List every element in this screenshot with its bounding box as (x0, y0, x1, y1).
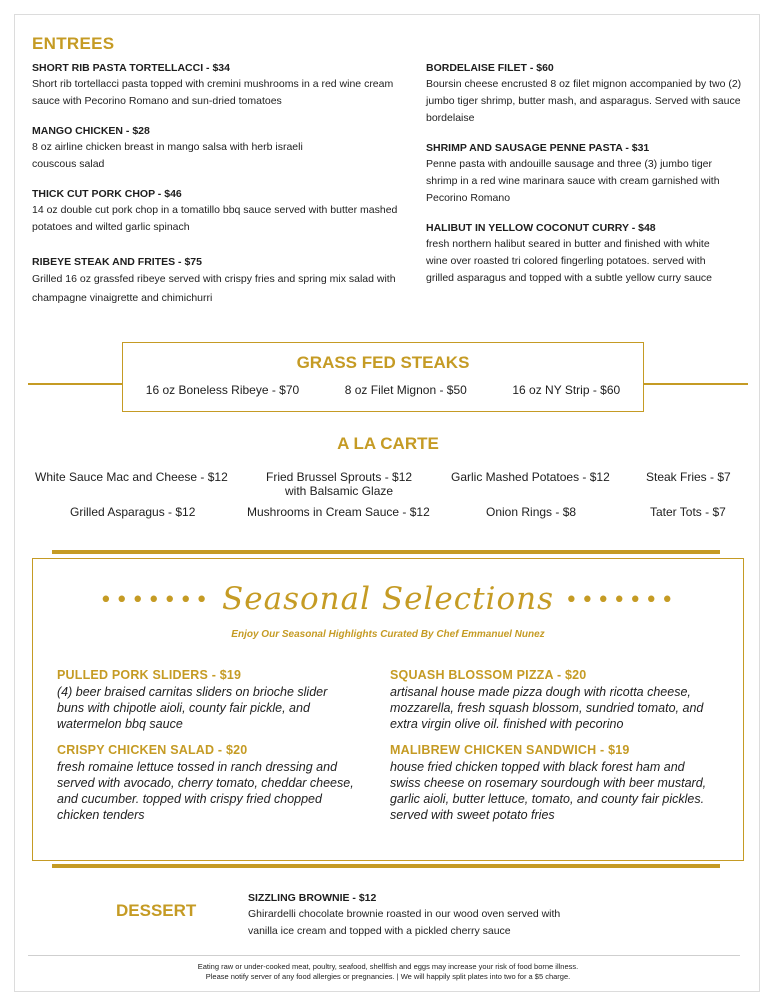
side-item (266, 470, 412, 498)
item-name: MALIBREW CHICKEN SANDWICH - $19 (390, 743, 630, 757)
footer-line: Please notify server of any food allergies or pregnancies. | We will happily split plates into two for a $5 charge. (205, 972, 571, 981)
item-name: RIBEYE STEAK AND FRITES - $75 (32, 256, 202, 268)
item-name: PULLED PORK SLIDERS - $19 (57, 668, 242, 682)
item-name: CRISPY CHICKEN SALAD - $20 (57, 743, 248, 757)
item-description: fresh romaine lettuce tossed in ranch dressing and served with avocado, cherry tomato, cheddar cheese, and cucumber. topped with crispy fried chopped chicken tenders (57, 760, 354, 822)
entrees-left-column (32, 60, 412, 321)
steak-item: 8 oz Filet Mignon - $50 (344, 383, 467, 397)
side-item-detail: with Balsamic Glaze (285, 484, 394, 498)
decorative-dots: ••••••• (564, 588, 677, 613)
menu-item (426, 60, 746, 127)
menu-item (248, 890, 648, 940)
grass-fed-heading: GRASS FED STEAKS (296, 353, 470, 372)
seasonal-box (32, 558, 744, 861)
menu-item (32, 254, 412, 308)
item-description: (4) beer braised carnitas sliders on brioche slider buns with chipotle aioli, county fair pickle, and watermelon bbq sauce (57, 685, 328, 731)
menu-item (57, 667, 362, 732)
a-la-carte-heading: A LA CARTE (337, 434, 439, 453)
menu-item (57, 742, 362, 823)
menu-item (390, 742, 720, 823)
side-item: Onion Rings - $8 (486, 505, 577, 519)
steak-item: 16 oz NY Strip - $60 (512, 383, 621, 397)
side-item: Mushrooms in Cream Sauce - $12 (247, 505, 430, 519)
menu-item (426, 140, 746, 207)
item-name: HALIBUT IN YELLOW COCONUT CURRY - $48 (426, 222, 656, 234)
item-description: artisanal house made pizza dough with ricotta cheese, mozzarella, fresh squash blossom, sundried tomato, and extra virgin olive oil. finished with pecorino (390, 685, 704, 731)
item-description: Grilled 16 oz grassfed ribeye served with crispy fries and spring mix salad with champagne vinaigrette and chimichurri (32, 273, 396, 304)
item-name: SIZZLING BROWNIE - $12 (248, 892, 377, 904)
seasonal-top-rule (52, 550, 720, 554)
item-description: Boursin cheese encrusted 8 oz filet mignon accompanied by two (2) jumbo tiger shrimp, butter mash, and asparagus. Served with sauce bordelaise (426, 78, 742, 124)
seasonal-right-column (390, 667, 720, 833)
decorative-dots: ••••••• (99, 588, 212, 613)
side-item: Garlic Mashed Potatoes - $12 (451, 470, 610, 484)
steak-item: 16 oz Boneless Ribeye - $70 (145, 383, 300, 397)
menu-item (32, 60, 412, 110)
side-item: Steak Fries - $7 (646, 470, 731, 484)
side-item: Tater Tots - $7 (650, 505, 726, 519)
seasonal-subtitle: Enjoy Our Seasonal Highlights Curated By Chef Emmanuel Nunez (231, 629, 545, 640)
side-item: White Sauce Mac and Cheese - $12 (35, 470, 228, 484)
menu-item (32, 123, 412, 173)
item-name: SHORT RIB PASTA TORTELLACCI - $34 (32, 62, 230, 74)
side-item: Grilled Asparagus - $12 (70, 505, 196, 519)
item-description: fresh northern halibut seared in butter and finished with white wine over roasted tri colored fingerling potatoes. served with grilled asparagus and topped with a subtle yellow curry sauce (426, 238, 712, 284)
grass-fed-items (123, 383, 643, 397)
menu-item (32, 186, 412, 236)
item-description: Ghirardelli chocolate brownie roasted in our wood oven served with vanilla ice cream and topped with a pickled cherry sauce (248, 908, 561, 937)
item-name: BORDELAISE FILET - $60 (426, 62, 554, 74)
footer-divider (28, 955, 740, 956)
seasonal-heading (33, 581, 743, 617)
item-description: 8 oz airline chicken breast in mango salsa with herb israeli couscous salad (32, 141, 303, 170)
menu-item (426, 220, 746, 287)
item-name: SQUASH BLOSSOM PIZZA - $20 (390, 668, 587, 682)
item-name: THICK CUT PORK CHOP - $46 (32, 188, 182, 200)
dessert-heading: DESSERT (116, 901, 197, 920)
item-name: MANGO CHICKEN - $28 (32, 125, 150, 137)
entrees-right-column (426, 60, 746, 300)
seasonal-bottom-rule (52, 864, 720, 868)
seasonal-title-text: Seasonal Selections (222, 581, 554, 617)
entrees-heading: ENTREES (32, 34, 115, 53)
side-item-name: Fried Brussel Sprouts - $12 (266, 470, 413, 484)
item-description: 14 oz double cut pork chop in a tomatillo bbq sauce served with butter mashed potatoes and wilted garlic spinach (32, 204, 398, 233)
item-description: Penne pasta with andouille sausage and three (3) jumbo tiger shrimp in a red wine marinara sauce with cream garnished with Pecorino Romano (426, 158, 720, 204)
menu-item (390, 667, 720, 732)
item-description: house fried chicken topped with black forest ham and swiss cheese on rosemary sourdough with beer mustard, garlic aioli, butter lettuce, tomato, and county fair pickles. served with sweet potato fries (390, 760, 707, 822)
footer-disclaimer (0, 962, 776, 982)
seasonal-left-column (57, 667, 362, 833)
grass-fed-box (122, 342, 644, 412)
item-description: Short rib tortellacci pasta topped with cremini mushrooms in a red wine cream sauce with Pecorino Romano and sun-dried tomatoes (32, 78, 394, 107)
item-name: SHRIMP AND SAUSAGE PENNE PASTA - $31 (426, 142, 650, 154)
footer-line: Eating raw or under-cooked meat, poultry, seafood, shellfish and eggs may increase your risk of food borne illness. (197, 962, 579, 971)
